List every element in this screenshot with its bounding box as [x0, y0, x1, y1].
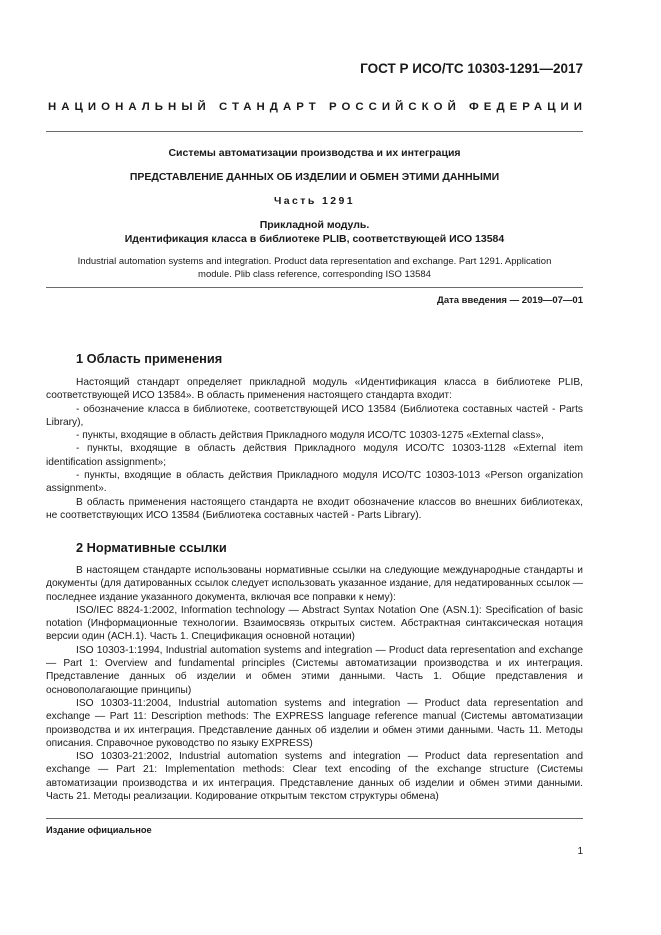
title-part: Часть 1291 — [274, 195, 355, 207]
introduction-date: Дата введения — 2019—07—01 — [437, 295, 583, 306]
list-item: - пункты, входящие в область действия Прикладного модуля ИСО/ТС 10303-1013 «Person organization assignment». — [46, 470, 583, 495]
section1-heading: 1 Область применения — [76, 351, 223, 366]
title-english — [46, 256, 583, 281]
title-module-line2: Идентификация класса в библиотеке PLIB, соответствующей ИСО 13584 — [124, 233, 505, 245]
paragraph: Настоящий стандарт определяет прикладной модуль «Идентификация класса в библиотеке PLIB, соответствующей ИСО 13584». В область применения настоящего стандарта входит: — [46, 377, 583, 402]
reference-item: ISO 10303-21:2002, Industrial automation systems and integration — Product data representation and exchange — Part 21: Implementation methods: Clear text encoding of the exchange structure (Системы автоматизации производства и их интеграция. Представление данных об изделии и обмен этими данными. Часть 21. Методы реализации. Кодирование открытым текстом структуры обмена) — [46, 751, 583, 803]
list-item: - пункты, входящие в область действия Прикладного модуля ИСО/ТС 10303-1275 «External class», — [76, 430, 544, 442]
title-series: Системы автоматизации производства и их интеграция — [168, 147, 461, 159]
reference-item: ISO 10303-11:2004, Industrial automation systems and integration — Product data representation and exchange — Part 11: Description methods: The EXPRESS language reference manual (Системы автоматизации производства и их интеграция. Представление данных об изделии и обмен этими данными. Часть 11. Методы описания. Справочное руководство по языку EXPRESS) — [46, 697, 583, 749]
page-number: 1 — [577, 846, 583, 857]
header-divider-top — [46, 131, 583, 132]
section2-heading: 2 Нормативные ссылки — [76, 540, 227, 555]
footer-divider — [46, 818, 583, 819]
title-main: ПРЕДСТАВЛЕНИЕ ДАННЫХ ОБ ИЗДЕЛИИ И ОБМЕН ЭТИМИ ДАННЫМИ — [129, 171, 500, 183]
title-divider-bottom — [46, 287, 583, 288]
reference-item: ISO/IEC 8824-1:2002, Information technology — Abstract Syntax Notation One (ASN.1): Specification of basic notation (Информационные технологии. Взаимосвязь открытых систем. Абстрактная синтаксическая нотация версии один (АСН.1). Часть 1. Спецификация основной нотации) — [46, 604, 583, 643]
reference-item: ISO 10303-1:1994, Industrial automation systems and integration — Product data representation and exchange — Part 1: Overview and fundamental principles (Системы автоматизации производства и их интеграция. Представление данных об изделии и обмен этими данными. Часть 1. Общие представления и основополагающие принципы) — [46, 644, 583, 696]
paragraph: В настоящем стандарте использованы нормативные ссылки на следующие международные стандарты и документы (для датированных ссылок следует использовать указанное издание, для недатированных ссылок — последнее издание указанного документа, включая все поправки к нему): — [46, 565, 583, 603]
section1-body — [46, 376, 583, 522]
list-item: - пункты, входящие в область действия Прикладного модуля ИСО/ТС 10303-1128 «External item identification assignment»; — [46, 443, 583, 468]
section2-body — [46, 564, 583, 803]
title-english-line1: Industrial automation systems and integration. Product data representation and exchange. Part 1291. Application — [77, 256, 552, 267]
standard-number: ГОСТ Р ИСО/ТС 10303-1291—2017 — [360, 61, 583, 76]
list-item: - обозначение класса в библиотеке, соответствующей ИСО 13584 (Библиотека составных частей - Parts Library), — [46, 403, 583, 428]
paragraph: В область применения настоящего стандарта не входит обозначение классов во внешних библиотеках, не соответствующих ИСО 13584 (Библиотека составных частей - Parts Library). — [46, 496, 583, 521]
title-english-line2: module. Plib class reference, corresponding ISO 13584 — [198, 268, 431, 280]
edition-label: Издание официальное — [46, 825, 152, 835]
title-module-line1: Прикладной модуль. — [259, 219, 370, 231]
national-standard-title: НАЦИОНАЛЬНЫЙ СТАНДАРТ РОССИЙСКОЙ ФЕДЕРАЦИИ — [48, 101, 588, 113]
